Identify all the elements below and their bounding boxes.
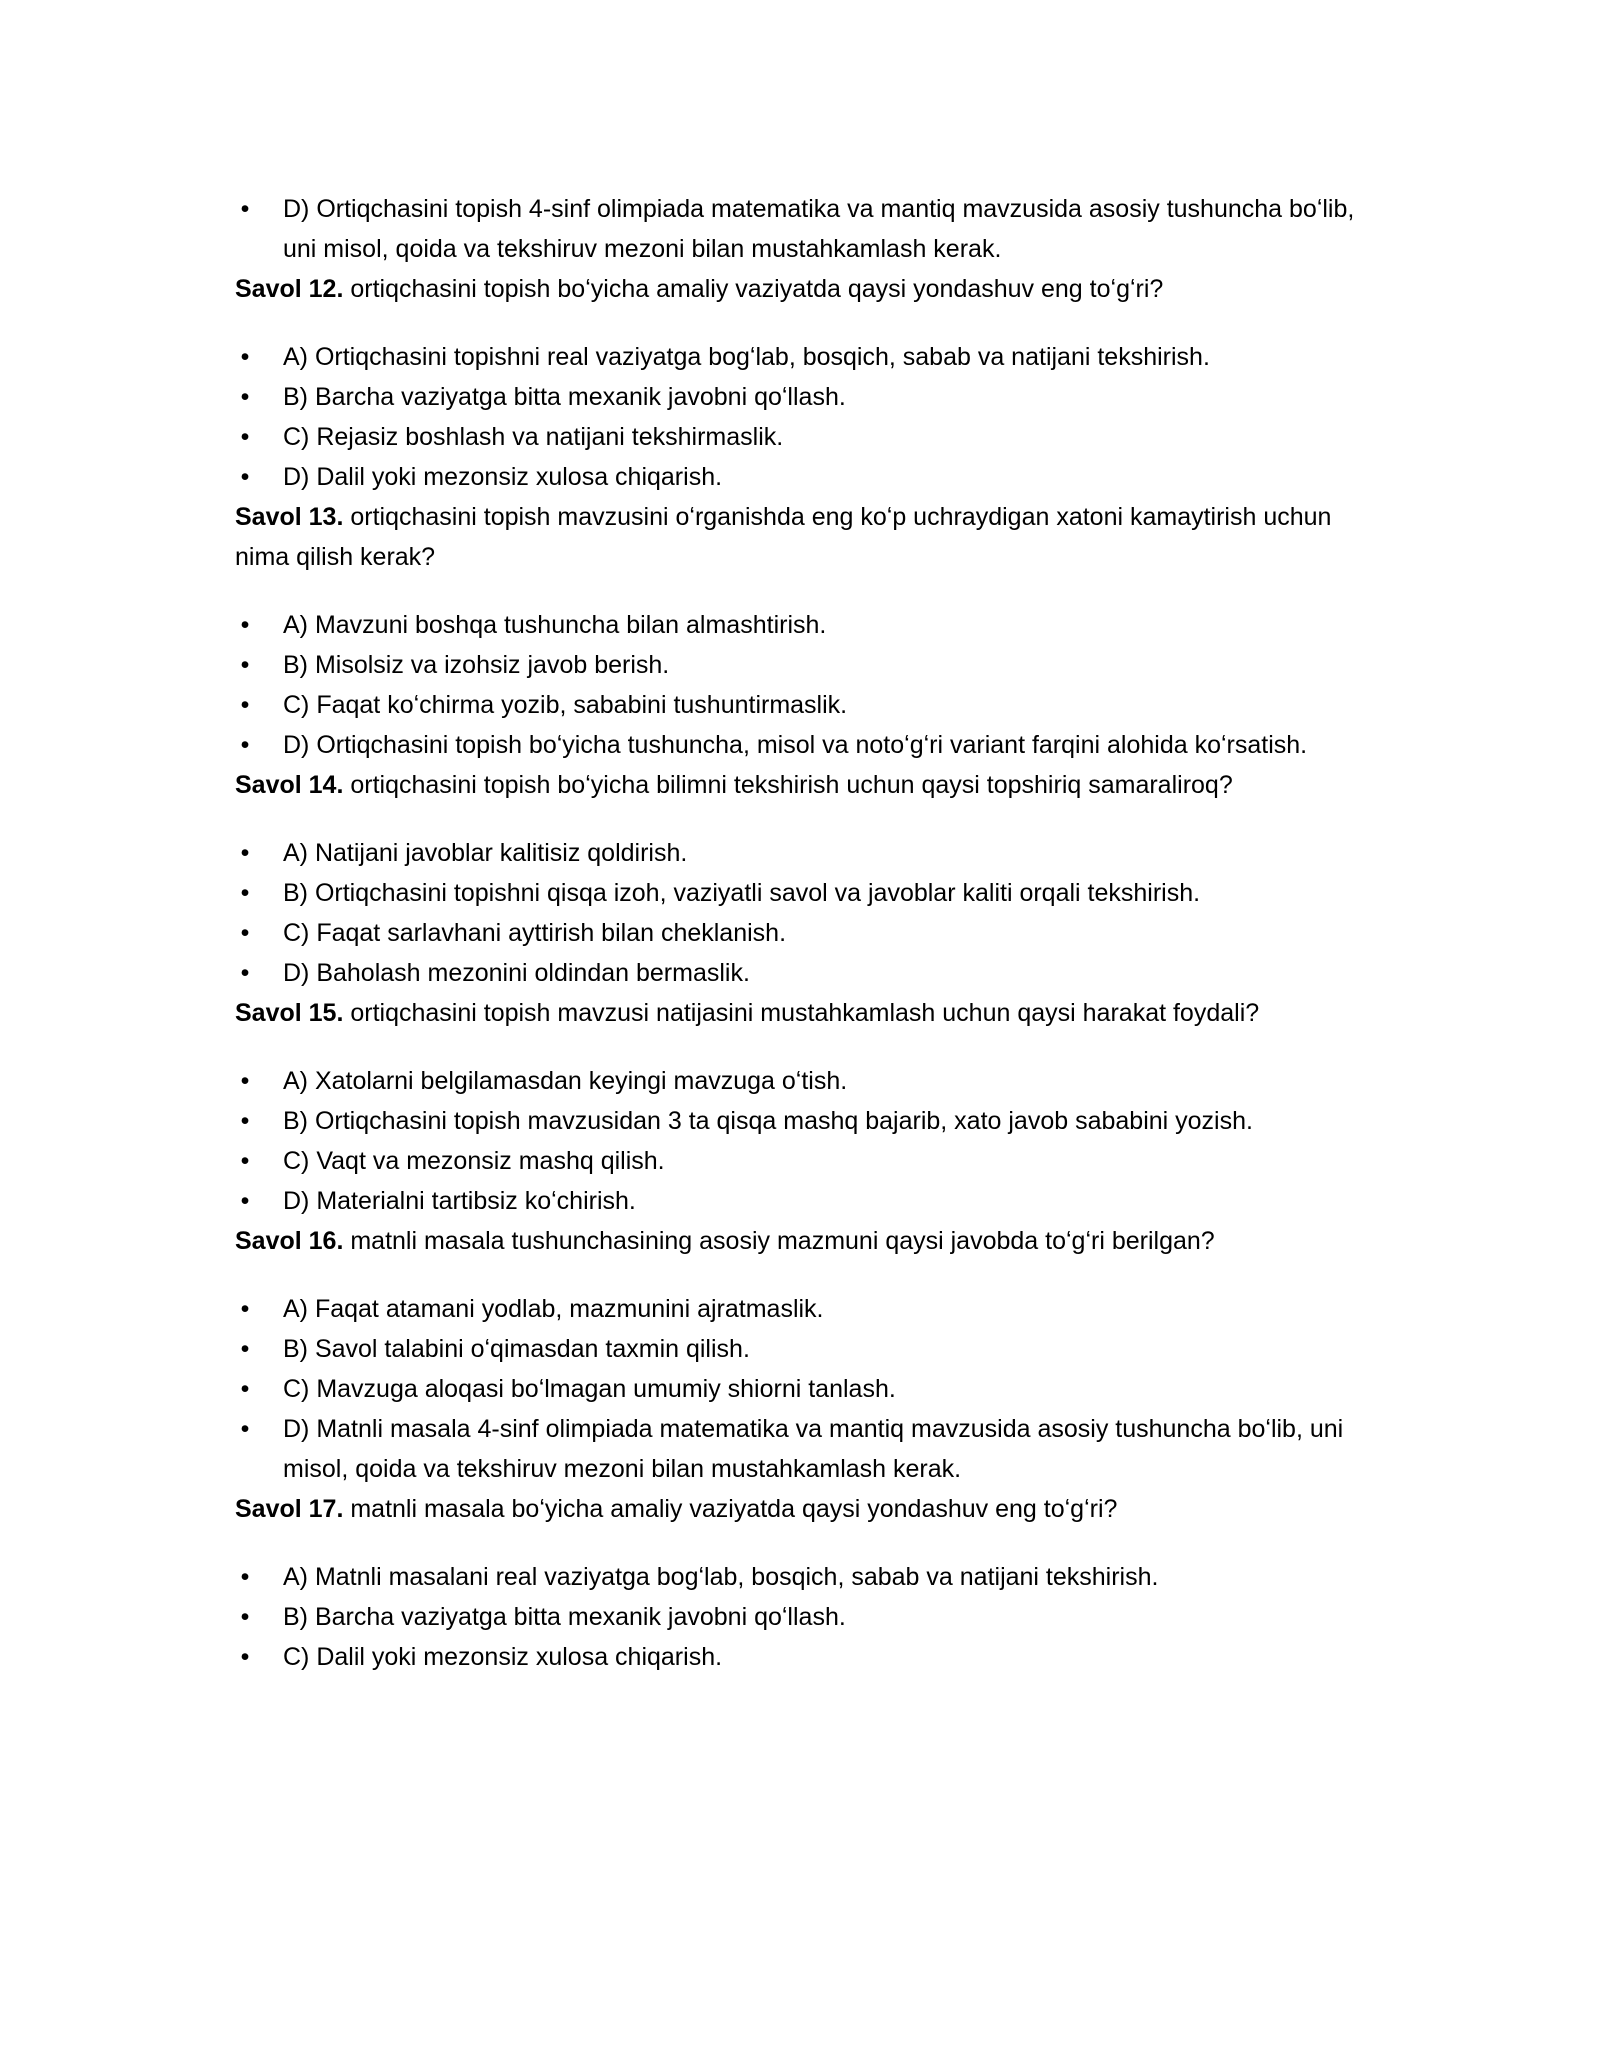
- option-list: [235, 605, 1375, 765]
- option-text: B) Savol talabini oʻqimasdan taxmin qilish.: [283, 1335, 750, 1363]
- question-number: Savol 15.: [235, 999, 344, 1027]
- option-list: [235, 1557, 1375, 1677]
- bullet-icon: •: [240, 1643, 250, 1671]
- option-text: A) Natijani javoblar kalitisiz qoldirish.: [283, 839, 688, 867]
- bullet-icon: •: [240, 651, 250, 679]
- question-text: ortiqchasini topish boʻyicha amaliy vaziyatda qaysi yondashuv eng toʻgʻri?: [343, 275, 1164, 303]
- bullet-icon: •: [240, 1375, 250, 1403]
- bullet-icon: •: [240, 611, 250, 639]
- list-item: [235, 1061, 1375, 1101]
- list-item: [235, 337, 1375, 377]
- bullet-icon: •: [240, 731, 250, 759]
- question-number: Savol 12.: [235, 275, 344, 303]
- option-text: A) Mavzuni boshqa tushuncha bilan almashtirish.: [283, 611, 827, 639]
- list-item: [235, 913, 1375, 953]
- option-list: [235, 189, 1375, 269]
- option-text: D) Baholash mezonini oldindan bermaslik.: [283, 959, 750, 987]
- bullet-icon: •: [240, 383, 250, 411]
- option-text: A) Ortiqchasini topishni real vaziyatga bogʻlab, bosqich, sabab va natijani tekshirish.: [283, 343, 1210, 371]
- option-text: C) Vaqt va mezonsiz mashq qilish.: [283, 1147, 665, 1175]
- list-item: [235, 1637, 1375, 1677]
- bullet-icon: •: [240, 1415, 250, 1443]
- bullet-icon: •: [240, 919, 250, 947]
- bullet-icon: •: [240, 1107, 250, 1135]
- option-text: B) Ortiqchasini topishni qisqa izoh, vaziyatli savol va javoblar kaliti orqali tekshirish.: [283, 879, 1201, 907]
- list-item: [235, 1409, 1375, 1489]
- question: [235, 993, 1375, 1033]
- list-item: [235, 1597, 1375, 1637]
- list-item: [235, 457, 1375, 497]
- option-text: A) Matnli masalani real vaziyatga bogʻlab, bosqich, sabab va natijani tekshirish.: [283, 1563, 1159, 1591]
- list-item: [235, 1181, 1375, 1221]
- option-text: B) Ortiqchasini topish mavzusidan 3 ta qisqa mashq bajarib, xato javob sababini yozish.: [283, 1107, 1253, 1135]
- question-number: Savol 16.: [235, 1227, 344, 1255]
- bullet-icon: •: [240, 1603, 250, 1631]
- option-list: [235, 1061, 1375, 1221]
- option-text: C) Faqat sarlavhani ayttirish bilan cheklanish.: [283, 919, 787, 947]
- option-text: C) Faqat koʻchirma yozib, sababini tushuntirmaslik.: [283, 691, 848, 719]
- bullet-icon: •: [240, 1147, 250, 1175]
- list-item: [235, 685, 1375, 725]
- question-number: Savol 13.: [235, 503, 344, 531]
- option-text: D) Ortiqchasini topish boʻyicha tushuncha, misol va notoʻgʻri variant farqini alohida koʻrsatish.: [283, 731, 1308, 759]
- bullet-icon: •: [240, 879, 250, 907]
- question: [235, 1221, 1375, 1261]
- option-text: A) Faqat atamani yodlab, mazmunini ajratmaslik.: [283, 1295, 824, 1323]
- option-text: D) Ortiqchasini topish 4-sinf olimpiada matematika va mantiq mavzusida asosiy tushuncha boʻlib, uni misol, qoida va tekshiruv mezoni bilan mustahkamlash kerak.: [283, 195, 1355, 263]
- bullet-icon: •: [240, 1563, 250, 1591]
- bullet-icon: •: [240, 839, 250, 867]
- option-list: [235, 1289, 1375, 1489]
- question: [235, 1489, 1375, 1529]
- question-text: matnli masala boʻyicha amaliy vaziyatda qaysi yondashuv eng toʻgʻri?: [343, 1495, 1118, 1523]
- question-text: ortiqchasini topish mavzusi natijasini mustahkamlash uchun qaysi harakat foydali?: [343, 999, 1260, 1027]
- option-text: C) Dalil yoki mezonsiz xulosa chiqarish.: [283, 1643, 723, 1671]
- question: [235, 269, 1375, 309]
- list-item: [235, 873, 1375, 913]
- list-item: [235, 189, 1375, 269]
- bullet-icon: •: [240, 1187, 250, 1215]
- option-text: D) Matnli masala 4-sinf olimpiada matematika va mantiq mavzusida asosiy tushuncha boʻlib, uni misol, qoida va tekshiruv mezoni bilan mustahkamlash kerak.: [283, 1415, 1344, 1483]
- option-text: B) Barcha vaziyatga bitta mexanik javobni qoʻllash.: [283, 1603, 846, 1631]
- list-item: [235, 1141, 1375, 1181]
- list-item: [235, 1101, 1375, 1141]
- option-text: B) Misolsiz va izohsiz javob berish.: [283, 651, 670, 679]
- question-text: ortiqchasini topish boʻyicha bilimni tekshirish uchun qaysi topshiriq samaraliroq?: [343, 771, 1233, 799]
- list-item: [235, 1557, 1375, 1597]
- bullet-icon: •: [240, 423, 250, 451]
- question-text: ortiqchasini topish mavzusini oʻrganishda eng koʻp uchraydigan xatoni kamaytirish uchun nima qilish kerak?: [235, 503, 1332, 571]
- option-list: [235, 337, 1375, 497]
- list-item: [235, 1289, 1375, 1329]
- option-list: [235, 833, 1375, 993]
- question-text: matnli masala tushunchasining asosiy mazmuni qaysi javobda toʻgʻri berilgan?: [343, 1227, 1215, 1255]
- list-item: [235, 1329, 1375, 1369]
- bullet-icon: •: [240, 463, 250, 491]
- option-text: D) Materialni tartibsiz koʻchirish.: [283, 1187, 636, 1215]
- bullet-icon: •: [240, 343, 250, 371]
- bullet-icon: •: [240, 195, 250, 223]
- option-text: C) Rejasiz boshlash va natijani tekshirmaslik.: [283, 423, 784, 451]
- question-number: Savol 14.: [235, 771, 344, 799]
- list-item: [235, 645, 1375, 685]
- list-item: [235, 1369, 1375, 1409]
- list-item: [235, 833, 1375, 873]
- list-item: [235, 417, 1375, 457]
- list-item: [235, 605, 1375, 645]
- option-text: D) Dalil yoki mezonsiz xulosa chiqarish.: [283, 463, 723, 491]
- list-item: [235, 377, 1375, 417]
- bullet-icon: •: [240, 1295, 250, 1323]
- option-text: B) Barcha vaziyatga bitta mexanik javobni qoʻllash.: [283, 383, 846, 411]
- list-item: [235, 725, 1375, 765]
- question: [235, 497, 1375, 577]
- document-page: [235, 189, 1375, 1677]
- bullet-icon: •: [240, 691, 250, 719]
- question: [235, 765, 1375, 805]
- option-text: C) Mavzuga aloqasi boʻlmagan umumiy shiorni tanlash.: [283, 1375, 896, 1403]
- bullet-icon: •: [240, 959, 250, 987]
- bullet-icon: •: [240, 1335, 250, 1363]
- question-number: Savol 17.: [235, 1495, 344, 1523]
- list-item: [235, 953, 1375, 993]
- option-text: A) Xatolarni belgilamasdan keyingi mavzuga oʻtish.: [283, 1067, 848, 1095]
- bullet-icon: •: [240, 1067, 250, 1095]
